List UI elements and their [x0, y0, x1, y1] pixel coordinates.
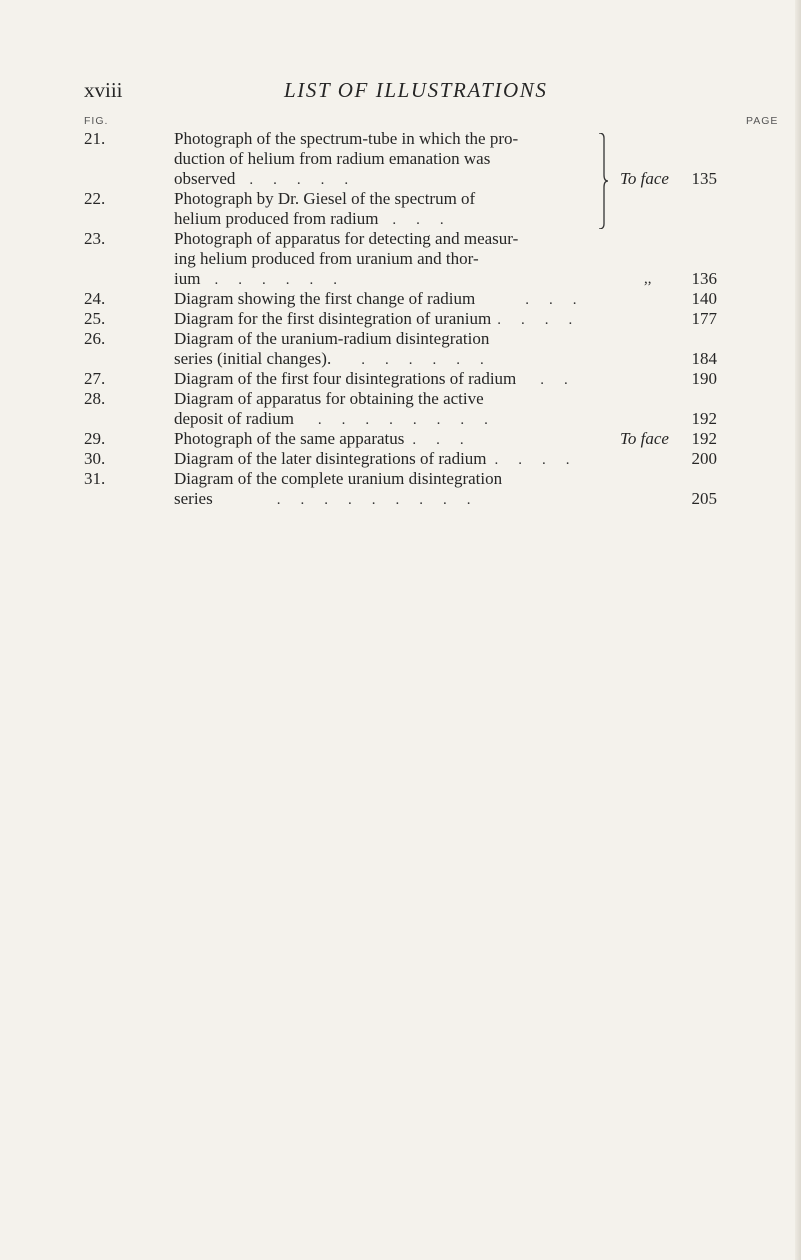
leader-dots: ........: [317, 412, 508, 428]
entry-text-line: ium: [174, 269, 201, 288]
entry-text-line: Diagram of apparatus for obtaining the active: [174, 389, 484, 408]
leader-dots: .....: [249, 172, 369, 188]
entry-text-line: Photograph of apparatus for detecting and measur-: [174, 229, 519, 248]
leader-dots: ..: [540, 372, 588, 388]
column-heading-page: PAGE: [746, 115, 779, 127]
entry-text-line: Diagram for the first disintegration of uranium: [174, 309, 492, 328]
entry-text-line: Diagram showing the first change of radium: [174, 289, 476, 308]
list-item-26: [0, 329, 801, 369]
entry-text-line: Photograph by Dr. Giesel of the spectrum of: [174, 189, 476, 208]
leader-dots: ......: [361, 352, 504, 368]
entry-text-line: Diagram of the later disintegrations of radium: [174, 449, 487, 468]
page-number: 192: [691, 409, 717, 428]
entry-text-line: helium produced from radium: [174, 209, 379, 228]
leader-dots: ......: [214, 272, 357, 288]
fig-number: 26.: [84, 329, 106, 348]
leader-dots: ...: [392, 212, 464, 228]
list-item-30: [0, 449, 801, 469]
fig-number: 29.: [84, 429, 106, 448]
fig-number: 22.: [84, 189, 106, 208]
fig-number: 21.: [84, 129, 106, 148]
entry-text-line: Diagram of the first four disintegrations of radium: [174, 369, 517, 388]
leader-dots: ....: [497, 312, 593, 328]
illustration-list: [0, 129, 801, 509]
leader-dots: .........: [276, 492, 491, 508]
page-number: 136: [691, 269, 717, 288]
to-face-label: To face: [620, 169, 669, 188]
page-number: 200: [691, 449, 717, 468]
list-item-22: [0, 189, 801, 229]
entry-text-line: Diagram of the uranium-radium disintegration: [174, 329, 490, 348]
page-folio: xviii: [84, 78, 123, 102]
entry-text-line: series: [174, 489, 213, 508]
page-number: 205: [691, 489, 717, 508]
page-number: 190: [691, 369, 717, 388]
column-heading-fig: FIG.: [84, 115, 109, 127]
fig-number: 24.: [84, 289, 106, 308]
list-item-27: [0, 369, 801, 389]
list-item-25: [0, 309, 801, 329]
page-number: 184: [691, 349, 717, 368]
list-item-28: [0, 389, 801, 429]
list-item-29: [0, 429, 801, 449]
page-number: 135: [691, 169, 717, 188]
list-item-21: [0, 129, 801, 189]
entry-text-line: Photograph of the spectrum-tube in which the pro-: [174, 129, 519, 148]
fig-number: 27.: [84, 369, 106, 388]
entry-text-line: series (initial changes).: [174, 349, 332, 368]
page-number: 140: [691, 289, 717, 308]
entry-text-line: observed: [174, 169, 236, 188]
entry-text-line: Diagram of the complete uranium disintegration: [174, 469, 503, 488]
fig-number: 23.: [84, 229, 106, 248]
fig-number: 28.: [84, 389, 106, 408]
ditto-mark: ,,: [644, 271, 652, 287]
entry-text-line: duction of helium from radium emanation was: [174, 149, 491, 168]
page-number: 192: [691, 429, 717, 448]
entry-text-line: Photograph of the same apparatus: [174, 429, 405, 448]
page-header: [0, 78, 801, 112]
entry-text-line: deposit of radium: [174, 409, 294, 428]
list-item-23: [0, 229, 801, 289]
leader-dots: ...: [525, 292, 597, 308]
list-item-31: [0, 469, 801, 509]
leader-dots: ...: [412, 432, 484, 448]
grouping-brace: [598, 133, 608, 229]
running-title: LIST OF ILLUSTRATIONS: [284, 78, 548, 102]
fig-number: 31.: [84, 469, 106, 488]
fig-number: 25.: [84, 309, 106, 328]
fig-number: 30.: [84, 449, 106, 468]
entry-text-line: ing helium produced from uranium and thor-: [174, 249, 479, 268]
to-face-label: To face: [620, 429, 669, 448]
page-number: 177: [691, 309, 717, 328]
leader-dots: ....: [494, 452, 590, 468]
list-item-24: [0, 289, 801, 309]
